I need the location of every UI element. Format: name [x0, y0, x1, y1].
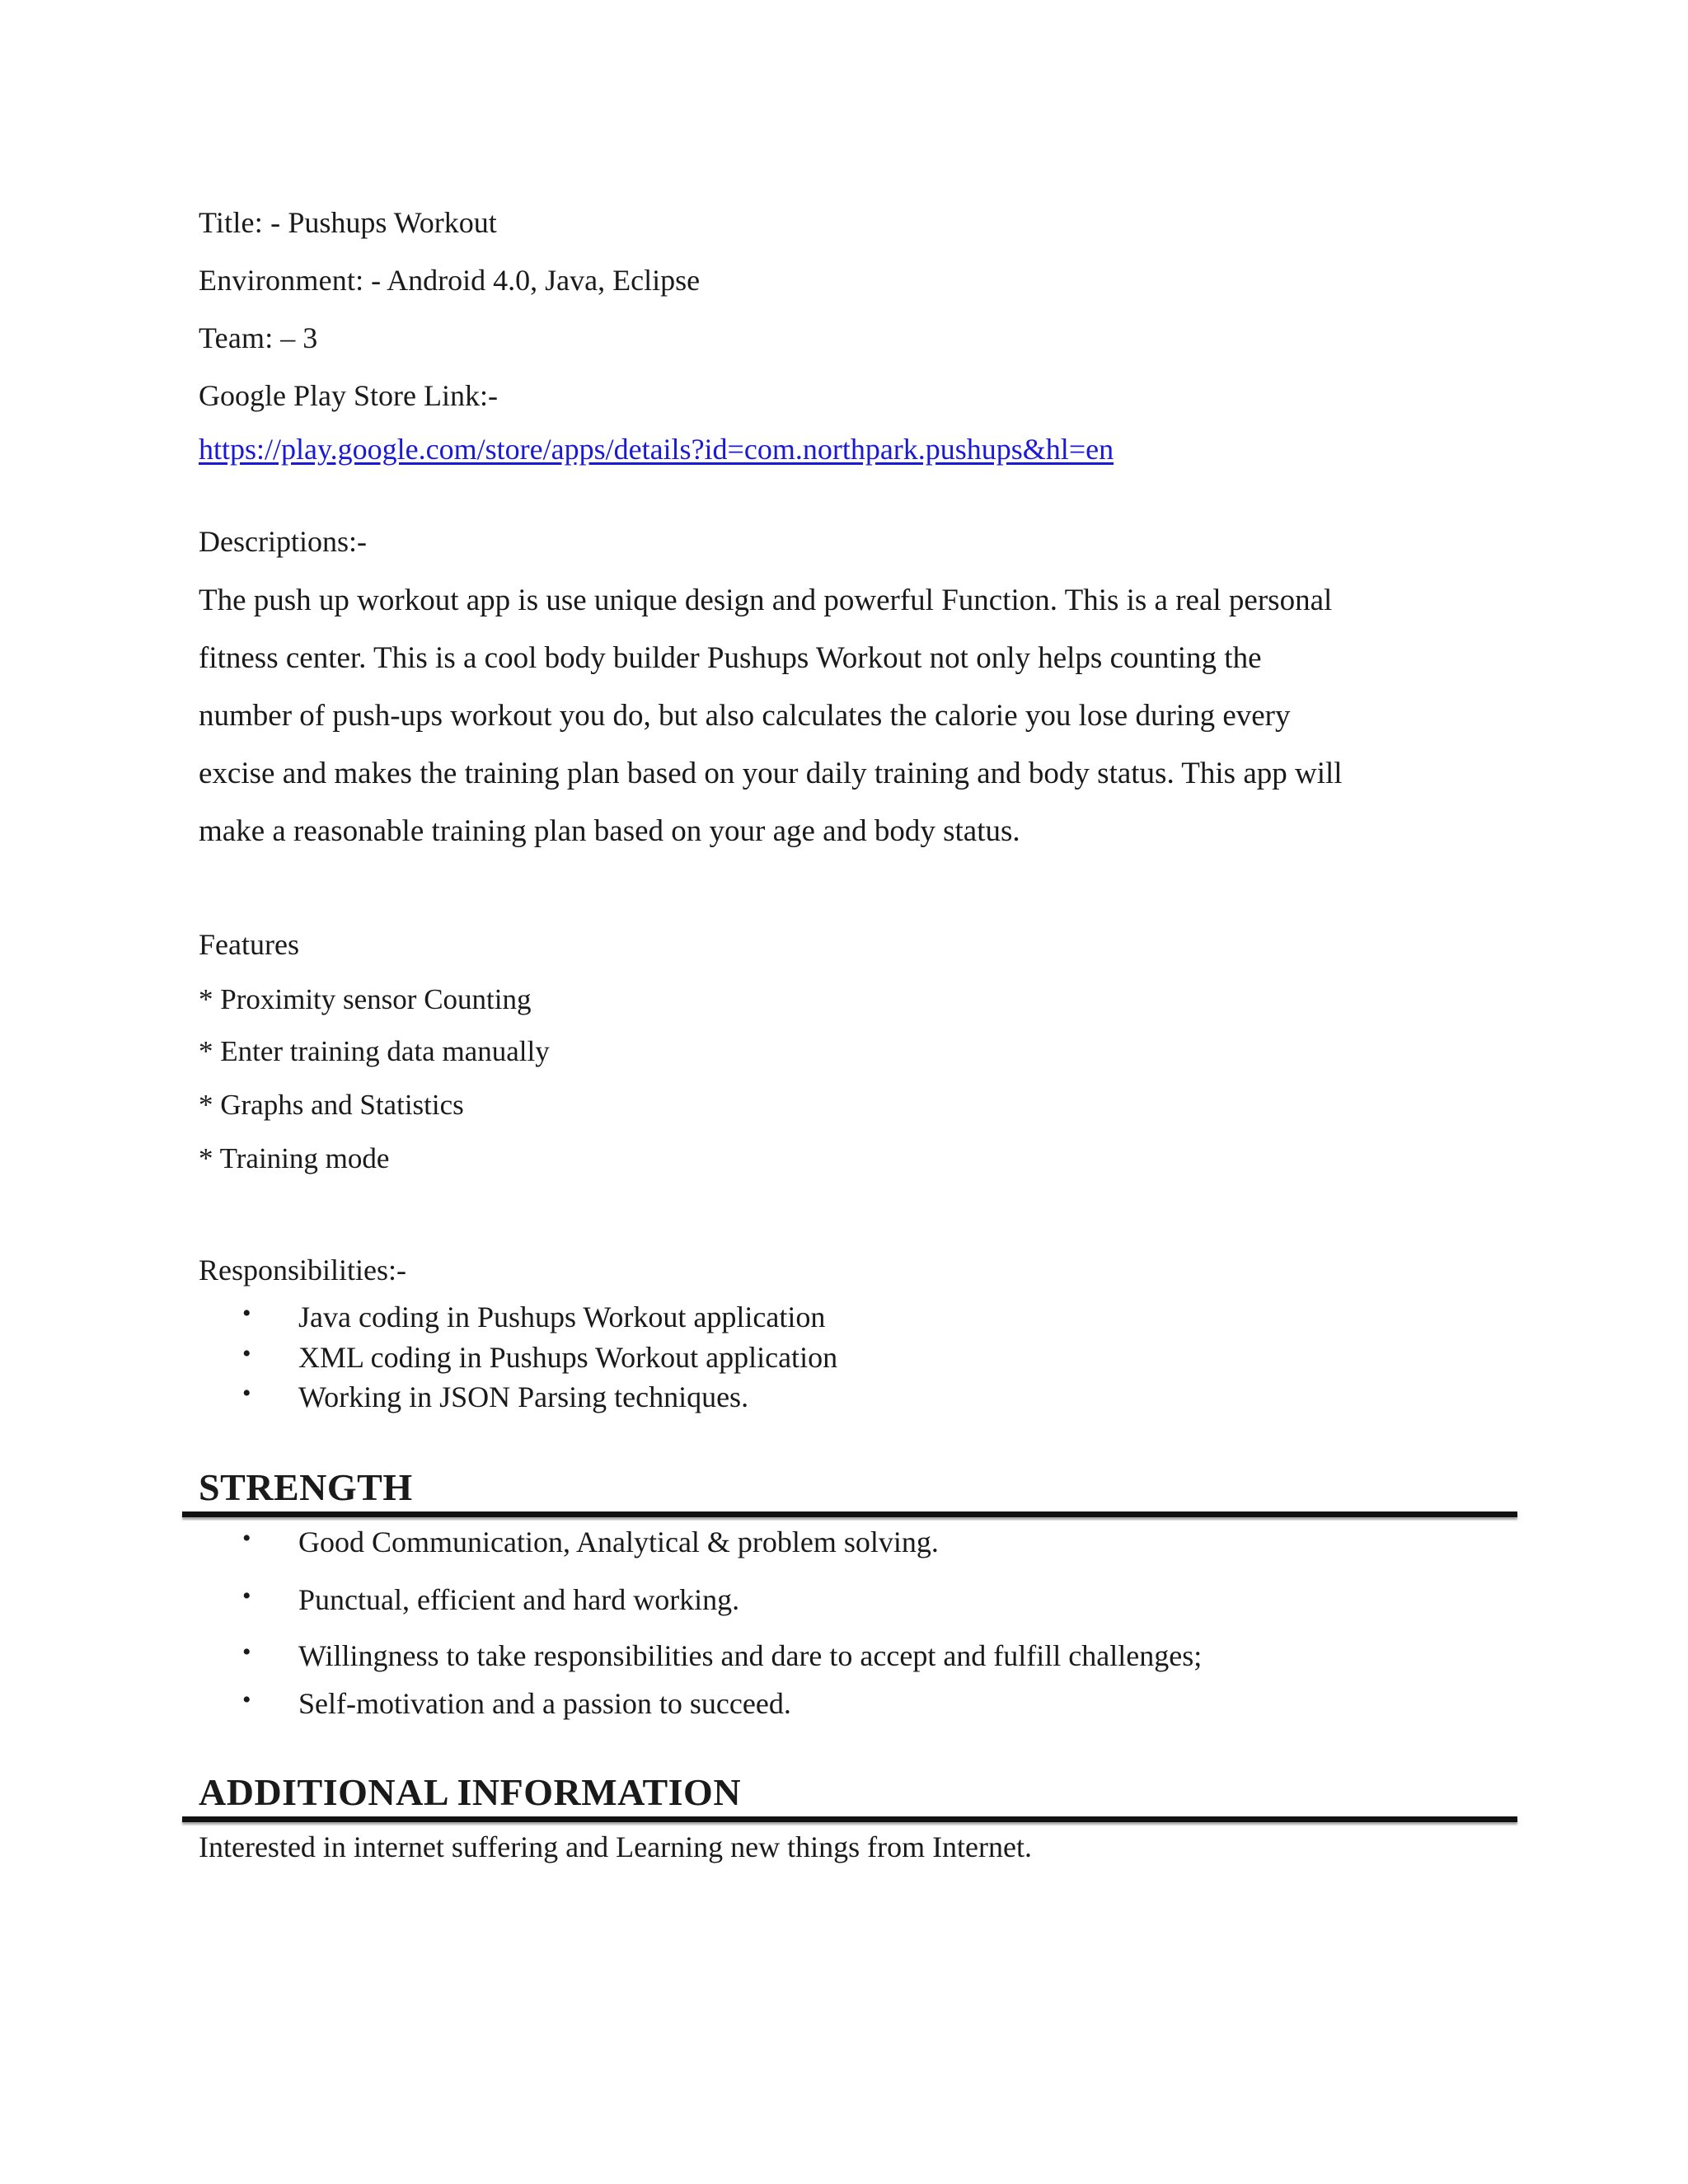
description-line: excise and makes the training plan based on your daily training and body status. This app will	[199, 757, 1343, 790]
bullet-icon: •	[242, 1582, 251, 1610]
team-label: Team	[199, 321, 265, 354]
responsibility-text: Java coding in Pushups Workout application	[298, 1301, 826, 1333]
store-link-label: Google Play Store Link:-	[199, 379, 498, 412]
responsibility-text: Working in JSON Parsing techniques.	[298, 1380, 749, 1413]
additional-info-heading: ADDITIONAL INFORMATION	[199, 1771, 742, 1813]
section-divider	[182, 1816, 1517, 1822]
project-title-row	[199, 204, 497, 241]
bullet-icon: •	[242, 1686, 251, 1713]
title-value: Pushups Workout	[288, 206, 497, 239]
feature-item: * Proximity sensor Counting	[199, 983, 532, 1015]
bullet-icon: •	[242, 1525, 251, 1552]
feature-item: * Enter training data manually	[199, 1035, 550, 1067]
team-value: : – 3	[265, 321, 318, 354]
responsibilities-heading: Responsibilities:-	[199, 1254, 406, 1286]
strength-heading: STRENGTH	[199, 1466, 413, 1508]
strength-text: Self-motivation and a passion to succeed.	[298, 1687, 791, 1720]
environment-row	[199, 262, 700, 298]
description-line: The push up workout app is use unique design and powerful Function. This is a real personal	[199, 583, 1333, 617]
bullet-icon: •	[242, 1380, 251, 1407]
strength-text: Willingness to take responsibilities and dare to accept and fulfill challenges;	[298, 1639, 1203, 1672]
description-line: fitness center. This is a cool body builder Pushups Workout not only helps counting the	[199, 641, 1262, 675]
strength-text: Good Communication, Analytical & problem solving.	[298, 1526, 939, 1558]
bullet-icon: •	[242, 1638, 251, 1666]
bullet-icon: •	[242, 1340, 251, 1367]
environment-value: : - Android 4.0, Java, Eclipse	[355, 264, 701, 297]
additional-info-text: Interested in internet suffering and Learning new things from Internet.	[199, 1830, 1033, 1863]
store-link[interactable]: https://play.google.com/store/apps/details?id=com.northpark.pushups&hl=en	[199, 433, 1114, 466]
team-row	[199, 320, 317, 356]
description-line: number of push-ups workout you do, but also calculates the calorie you lose during every	[199, 699, 1291, 733]
section-divider	[182, 1511, 1517, 1517]
descriptions-heading: Descriptions:-	[199, 525, 367, 558]
feature-item: * Graphs and Statistics	[199, 1089, 464, 1121]
description-line: make a reasonable training plan based on your age and body status.	[199, 814, 1020, 848]
feature-item: * Training mode	[199, 1142, 390, 1174]
bullet-icon: •	[242, 1300, 251, 1327]
environment-label: Environment	[199, 264, 356, 297]
strength-text: Punctual, efficient and hard working.	[298, 1583, 740, 1616]
responsibility-text: XML coding in Pushups Workout application	[298, 1341, 838, 1374]
title-label: Title: -	[199, 206, 281, 239]
features-heading: Features	[199, 928, 299, 961]
